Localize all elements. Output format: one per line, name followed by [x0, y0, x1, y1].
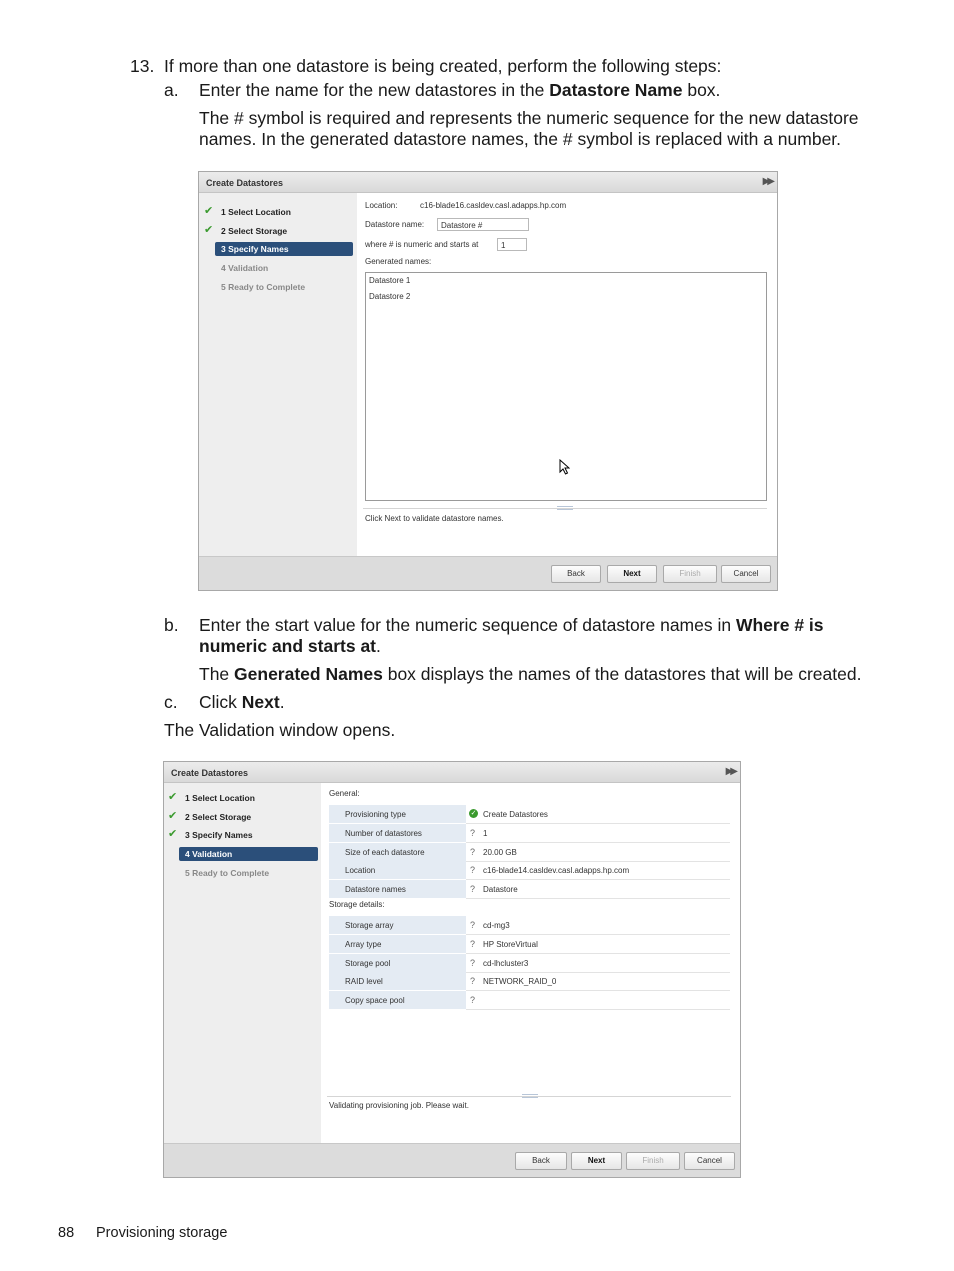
mouse-cursor-icon [559, 459, 570, 475]
step-b-letter: b. [164, 615, 179, 635]
dialog-title: Create Datastores [171, 768, 249, 778]
check-icon: ✔ [204, 224, 214, 236]
summary-value: NETWORK_RAID_0 [483, 977, 557, 987]
nav-step-specify-names[interactable]: ✔ 3 Specify Names [168, 828, 253, 840]
cancel-button[interactable]: Cancel [684, 1152, 735, 1170]
nav-step-validation: 4 Validation [221, 263, 269, 273]
list-item: Datastore 2 [369, 292, 411, 301]
datastore-name-label: Datastore name: [365, 220, 425, 229]
general-section-label: General: [329, 789, 360, 798]
start-value-label: where # is numeric and starts at [365, 240, 479, 249]
storage-section-label: Storage details: [329, 900, 385, 909]
nav-step-select-storage[interactable]: ✔ 2 Select Storage [204, 224, 288, 236]
step-a-text: Enter the name for the new datastores in the Datastore Name box. [199, 80, 721, 100]
summary-row [329, 954, 730, 973]
status-message: Click Next to validate datastore names. [365, 514, 504, 523]
finish-button: Finish [626, 1152, 680, 1170]
check-icon: ✔ [168, 791, 178, 803]
summary-value-cell [466, 843, 730, 862]
summary-value-cell [466, 861, 730, 880]
summary-row [329, 824, 730, 843]
summary-value-cell [466, 880, 730, 899]
status-unknown-icon: ? [470, 976, 476, 987]
back-button[interactable]: Back [551, 565, 601, 583]
summary-key: Copy space pool [345, 996, 405, 1006]
step-c-letter: c. [164, 692, 178, 712]
summary-row [329, 991, 730, 1010]
summary-key-cell [329, 991, 466, 1009]
dialog-titlebar [164, 762, 740, 783]
next-button[interactable]: Next [607, 565, 657, 583]
status-ok-icon: ✓ [470, 810, 477, 817]
datastore-name-input[interactable]: Datastore # [437, 218, 529, 231]
dialog-title: Create Datastores [206, 178, 284, 188]
result-text: The Validation window opens. [164, 720, 396, 740]
next-button[interactable]: Next [571, 1152, 622, 1170]
status-unknown-icon: ? [470, 865, 476, 876]
check-icon: ✔ [168, 810, 178, 822]
summary-key-cell [329, 824, 466, 842]
back-button[interactable]: Back [515, 1152, 567, 1170]
summary-key-cell [329, 880, 466, 898]
step-a-note: The # symbol is required and represents the numeric sequence for the new datastore names. In the generated datastore names, the # symbol is replaced with a number. [199, 108, 859, 149]
summary-key-cell [329, 935, 466, 953]
nav-step-specify-names[interactable]: 3 Specify Names [199, 242, 357, 256]
dialog-titlebar [199, 172, 777, 193]
summary-row [329, 880, 730, 899]
nav-step-select-location[interactable]: ✔ 1 Select Location [204, 205, 291, 217]
summary-value: HP StoreVirtual [483, 939, 538, 949]
check-icon: ✔ [204, 205, 214, 217]
expand-icon[interactable]: ▶▶ [762, 176, 772, 187]
create-datastores-dialog-names [198, 171, 778, 591]
summary-value-cell [466, 935, 730, 954]
summary-value: cd-mg3 [483, 921, 510, 930]
summary-key-cell [329, 805, 466, 823]
wizard-nav [199, 193, 357, 557]
summary-value-cell [466, 991, 730, 1010]
summary-key-cell [329, 954, 466, 972]
nav-step-select-location[interactable]: ✔ 1 Select Location [168, 791, 255, 803]
cancel-button[interactable]: Cancel [721, 565, 771, 583]
create-datastores-dialog-validation [163, 761, 741, 1178]
summary-key-cell [329, 861, 466, 879]
start-value-input[interactable]: 1 [497, 238, 527, 251]
summary-value: cd-lhcluster3 [483, 958, 529, 968]
summary-key-cell [329, 972, 466, 990]
divider [327, 1096, 731, 1097]
location-label: Location: [365, 201, 398, 210]
summary-key: RAID level [345, 977, 383, 987]
summary-key: Location [345, 866, 376, 876]
step-c-text: Click Next. [199, 692, 285, 712]
summary-row [329, 805, 730, 824]
status-unknown-icon: ? [470, 827, 476, 838]
list-item: Datastore 1 [369, 276, 411, 285]
step-13-text: If more than one datastore is being created, perform the following steps: [164, 56, 722, 76]
summary-key: Provisioning type [345, 810, 406, 819]
expand-icon[interactable]: ▶▶ [725, 766, 735, 777]
summary-key-cell [329, 916, 466, 934]
footer-section-title: Provisioning storage [96, 1225, 228, 1241]
step-b-text: Enter the start value for the numeric sequence of datastore names in Where # is numeric and starts at. [199, 615, 824, 656]
status-unknown-icon: ? [470, 938, 476, 949]
nav-step-select-storage[interactable]: ✔ 2 Select Storage [168, 810, 252, 822]
wizard-nav [164, 783, 321, 1144]
summary-value-cell [466, 972, 730, 991]
summary-value-cell [466, 805, 730, 824]
dialog-button-bar [199, 556, 777, 590]
check-icon: ✔ [168, 828, 178, 840]
summary-key: Array type [345, 939, 382, 949]
status-unknown-icon: ? [470, 920, 476, 930]
status-unknown-icon: ? [470, 846, 476, 857]
step-a-letter: a. [164, 80, 179, 100]
summary-key: Storage array [345, 921, 394, 930]
summary-row [329, 843, 730, 862]
wizard-content [321, 783, 740, 1144]
summary-value: c16-blade14.casldev.casl.adapps.hp.com [483, 866, 630, 876]
summary-value: Datastore [483, 885, 518, 895]
summary-value: 1 [483, 828, 488, 838]
summary-key: Datastore names [345, 885, 406, 895]
summary-value-cell [466, 824, 730, 843]
summary-value-cell [466, 916, 730, 935]
wizard-content [357, 193, 777, 557]
summary-key-cell [329, 843, 466, 861]
status-message: Validating provisioning job. Please wait. [329, 1101, 469, 1110]
nav-step-ready-to-complete: 5 Ready to Complete [221, 282, 306, 292]
dialog-button-bar [164, 1143, 740, 1177]
step-13-number: 13. [130, 56, 155, 76]
summary-value: 20.00 GB [483, 847, 517, 857]
step-b-note: The Generated Names box displays the names of the datastores that will be created. [199, 664, 862, 684]
summary-value-cell [466, 954, 730, 973]
page-number: 88 [58, 1225, 75, 1241]
location-value: c16-blade16.casldev.casl.adapps.hp.com [420, 201, 567, 210]
summary-row [329, 861, 730, 880]
generated-names-label: Generated names: [365, 257, 432, 266]
nav-step-validation[interactable]: 4 Validation [164, 847, 321, 861]
status-unknown-icon: ? [470, 957, 476, 968]
summary-row [329, 935, 730, 954]
summary-value: Create Datastores [483, 810, 548, 819]
status-unknown-icon: ? [470, 884, 476, 895]
summary-key: Number of datastores [345, 828, 422, 838]
summary-key: Storage pool [345, 958, 391, 968]
summary-key: Size of each datastore [345, 847, 425, 857]
divider [363, 508, 767, 509]
summary-row [329, 916, 730, 935]
nav-step-ready-to-complete: 5 Ready to Complete [185, 868, 270, 878]
summary-row [329, 972, 730, 991]
finish-button: Finish [663, 565, 717, 583]
status-unknown-icon: ? [470, 995, 476, 1006]
